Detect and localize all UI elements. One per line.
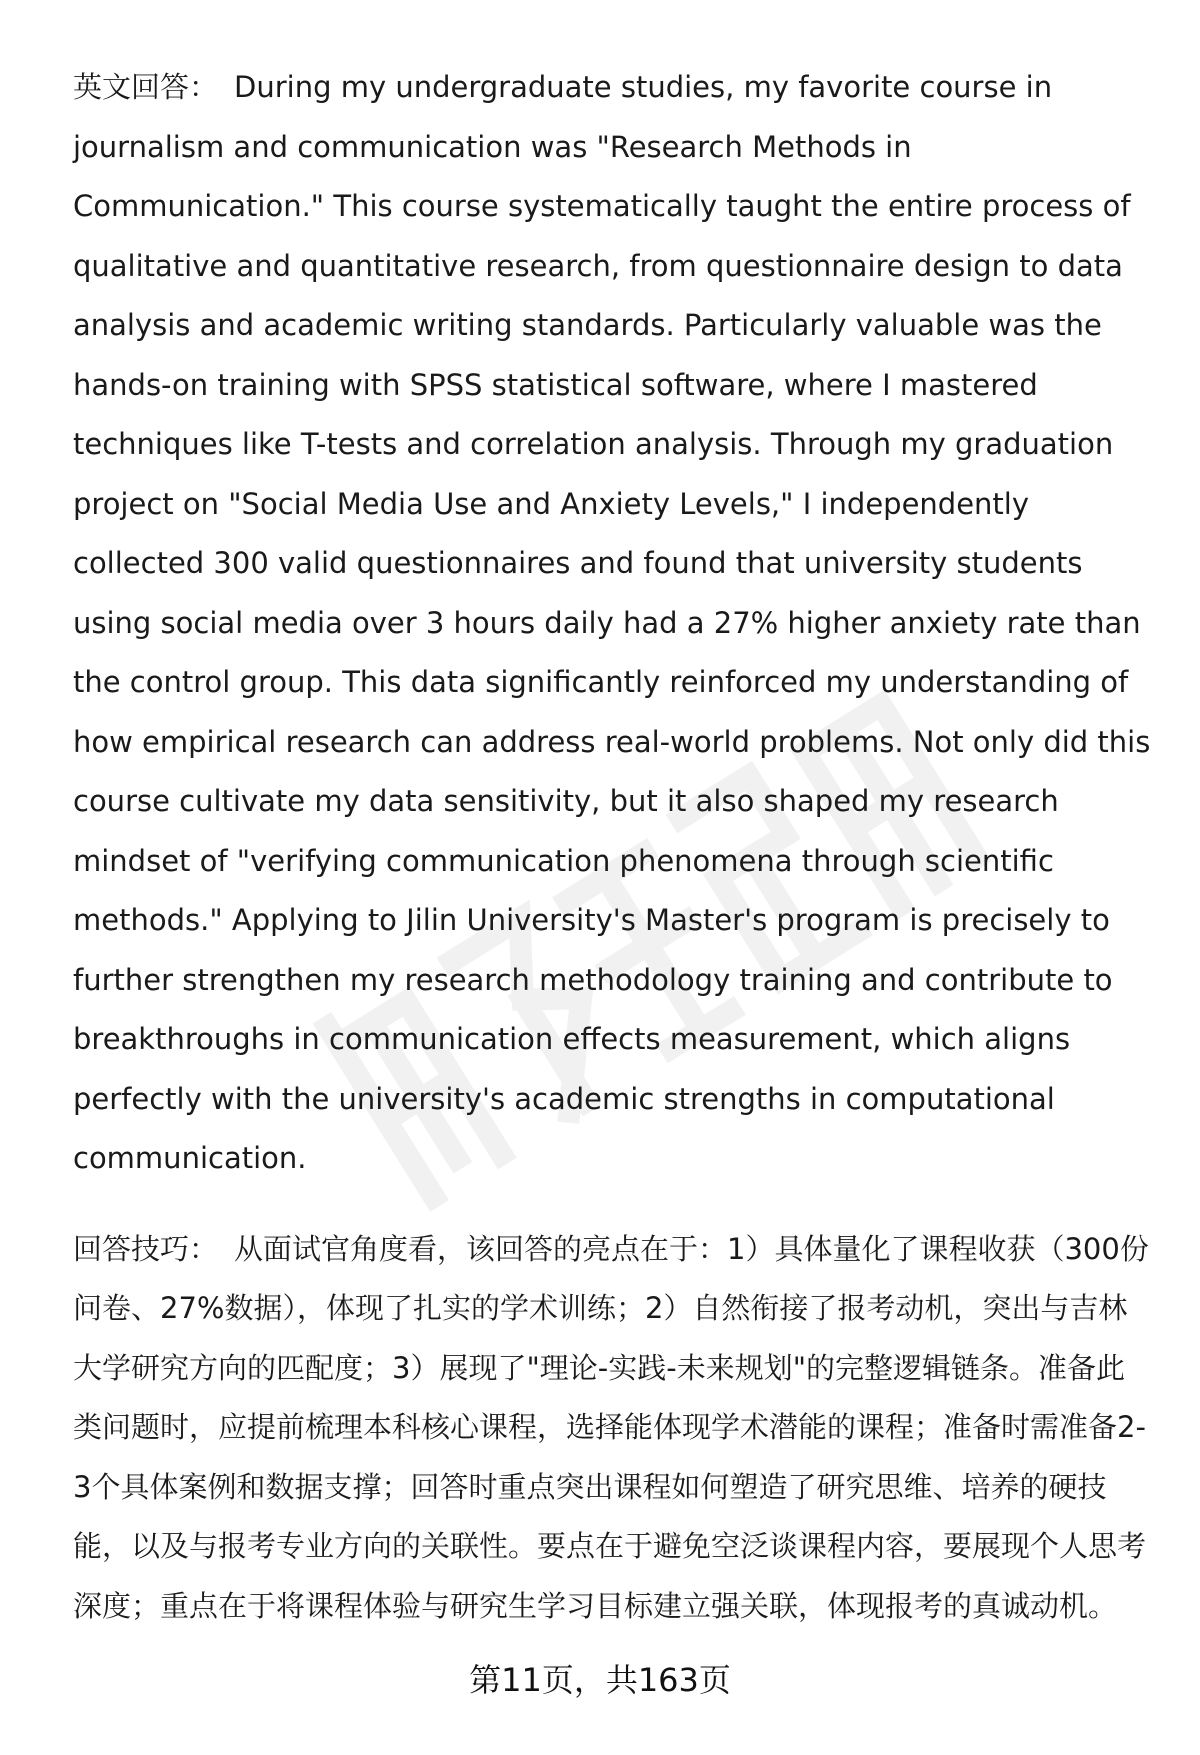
document-page <box>73 58 1153 1636</box>
answer-tips-text: 从面试官角度看，该回答的亮点在于：1）具体量化了课程收获（300份问卷、27%数据），体现了扎实的学术训练；2）自然衔接了报考动机，突出与吉林大学研究方向的匹配度；3）展现了"理论-实践-未来规划"的完整逻辑链条。准备此类问题时，应提前梳理本科核心课程，选择能体现学术潜能的课程；准备时需准备2-3个具体案例和数据支撑；回答时重点突出课程如何塑造了研究思维、培养的硬技能，以及与报考专业方向的关联性。要点在于避免空泛谈课程内容，要展现个人思考深度；重点在于将课程体验与研究生学习目标建立强关联，体现报考的真诚动机。 <box>73 1231 1149 1623</box>
english-answer-text: During my undergraduate studies, my favorite course in journalism and communication was "Research Methods in Communication." This course systematically taught the entire process of qualitative and quantitative research, from questionnaire design to data analysis and academic writing standards. Particularly valuable was the hands-on training with SPSS statistical software, where I mastered techniques like T-tests and correlation analysis. Through my graduation project on "Social Media Use and Anxiety Levels," I independently collected 300 valid questionnaires and found that university students using social media over 3 hours daily had a 27% higher anxiety rate than the control group. This data significantly reinforced my understanding of how empirical research can address real-world problems. Not only did this course cultivate my data sensitivity, but it also shaped my research mindset of "verifying communication phenomena through scientific methods." Applying to Jilin University's Master's program is precisely to further strengthen my research methodology training and contribute to breakthroughs in communication effects measurement, which aligns perfectly with the university's academic strengths in computational communication. <box>73 70 1151 1175</box>
answer-tips-paragraph <box>73 1220 1153 1637</box>
page-number-footer: 第11页，共163页 <box>469 1661 731 1699</box>
english-answer-label: 英文回答： <box>73 70 219 104</box>
english-answer-paragraph <box>73 58 1153 1189</box>
answer-tips-label: 回答技巧： <box>73 1231 219 1266</box>
